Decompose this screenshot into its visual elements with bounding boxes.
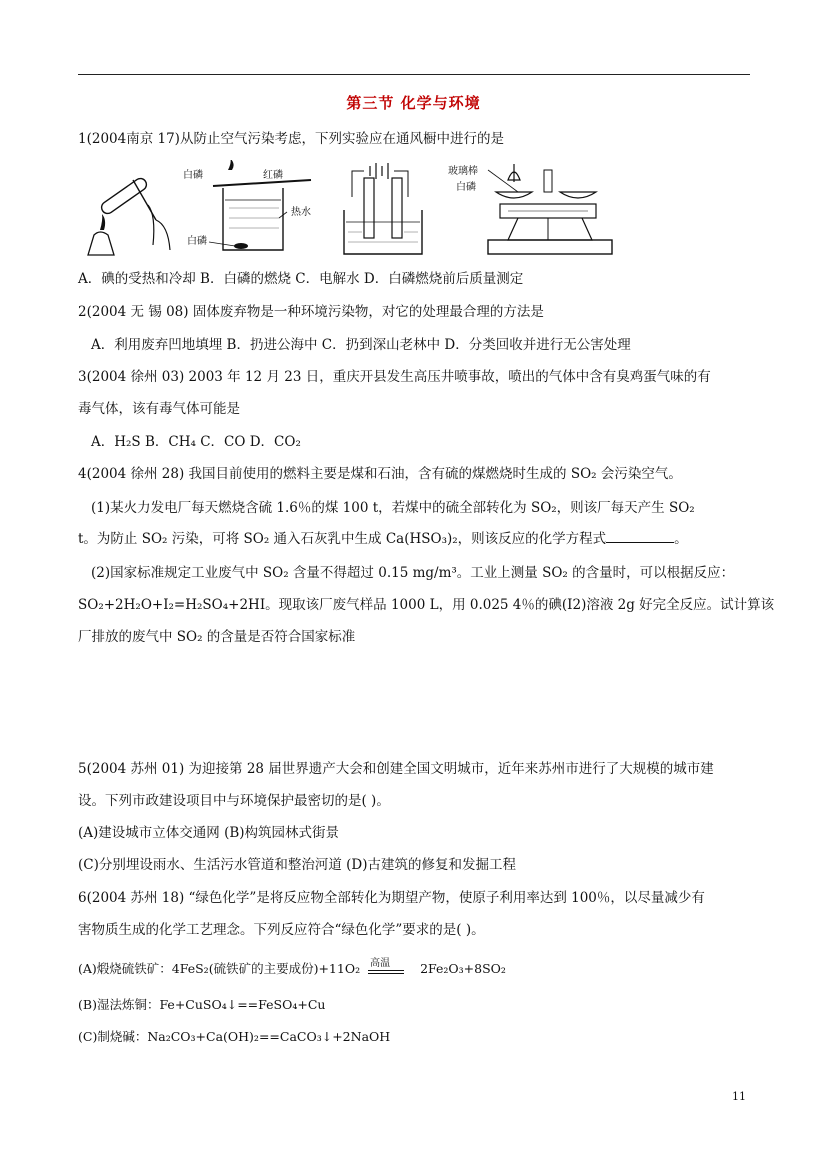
q5-options-cd: (C)分别埋设雨水、生活污水管道和整治河道 (D)古建筑的修复和发掘工程: [78, 857, 517, 873]
label-red-phosphorus: 红磷: [263, 170, 283, 181]
q6-option-b: (B)湿法炼铜：Fe+CuSO₄↓==FeSO₄+Cu: [78, 997, 326, 1012]
label-glass-rod: 玻璃棒: [448, 166, 478, 177]
condition-text: 高温: [370, 957, 391, 969]
condition-bar-top: [368, 970, 404, 971]
q2-options: A．利用废弃凹地填埋 B．扔进公海中 C．扔到深山老林中 D．分类回收并进行无公害处理: [91, 337, 631, 353]
q3-stem-line1: 3(2004 徐州 03) 2003 年 12 月 23 日，重庆开县发生高压井喷事故，喷出的气体中含有臭鸡蛋气味的有: [78, 369, 711, 385]
q3-stem-line2: 毒气体，该有毒气体可能是: [78, 401, 240, 417]
header-rule: [78, 74, 750, 75]
label-white-phosphorus-d: 白磷: [456, 182, 476, 193]
q3-options: A．H₂S B．CH₄ C．CO D．CO₂: [91, 434, 301, 450]
q2-stem: 2(2004 无 锡 08) 固体废弃物是一种环境污染物，对它的处理最合理的方法是: [78, 304, 544, 320]
label-hot-water: 热水: [291, 207, 311, 218]
q4-part2-line3: 厂排放的废气中 SO₂ 的含量是否符合国家标准: [78, 629, 356, 645]
q5-stem-line2: 设。下列市政建设项目中与环境保护最密切的是( )。: [78, 793, 390, 809]
figure-a-iodine-heating: [78, 160, 178, 260]
figure-d-balance: [448, 160, 618, 260]
q5-options-ab: (A)建设城市立体交通网 (B)构筑园林式街景: [78, 825, 340, 841]
condition-bar-bottom: [368, 973, 404, 974]
label-white-phosphorus-bottom: 白磷: [187, 236, 207, 247]
figure-b-phosphorus-burning: [183, 160, 323, 260]
q4-part1-line2-text: t。为防止 SO₂ 污染，可将 SO₂ 通入石灰乳中生成 Ca(HSO₃)₂，则该反应的化学方程式: [78, 531, 607, 547]
q1-options: A．碘的受热和冷却 B．白磷的燃烧 C．电解水 D．白磷燃烧前后质量测定: [78, 271, 524, 287]
q1-stem: 1(2004南京 17)从防止空气污染考虑，下列实验应在通风橱中进行的是: [78, 131, 504, 147]
q6-option-a-left: (A)煅烧硫铁矿：4FeS₂(硫铁矿的主要成份)+11O₂: [78, 961, 361, 976]
q4-part1-line1: (1)某火力发电厂每天燃烧含硫 1.6％的煤 100 t，若煤中的硫全部转化为 SO₂，则该厂每天产生 SO₂: [91, 500, 695, 516]
q4-part2-line1: (2)国家标准规定工业废气中 SO₂ 含量不得超过 0.15 mg/m³。工业上测量 SO₂ 的含量时，可以根据反应：: [91, 565, 735, 581]
page-number: 11: [732, 1090, 746, 1103]
answer-blank[interactable]: [606, 530, 674, 543]
q6-stem-line2: 害物质生成的化学工艺理念。下列反应符合“绿色化学”要求的是( )。: [78, 922, 485, 938]
q6-option-c: (C)制烧碱：Na₂CO₃+Ca(OH)₂==CaCO₃↓+2NaOH: [78, 1029, 391, 1044]
reaction-condition: [368, 957, 404, 979]
q5-stem-line1: 5(2004 苏州 01) 为迎接第 28 届世界遗产大会和创建全国文明城市，近年来苏州市进行了大规模的城市建: [78, 761, 714, 777]
q6-option-a-right: 2Fe₂O₃+8SO₂: [420, 961, 506, 976]
q4-stem: 4(2004 徐州 28) 我国目前使用的燃料主要是煤和石油，含有硫的煤燃烧时生成的 SO₂ 会污染空气。: [78, 466, 682, 482]
q6-stem-line1: 6(2004 苏州 18) “绿色化学”是将反应物全部转化为期望产物，使原子利用率达到 100％，以尽量减少有: [78, 890, 705, 906]
q4-part1-line2-end: 。: [674, 531, 688, 547]
label-white-phosphorus-top: 白磷: [183, 170, 203, 181]
q1-figures: [78, 160, 638, 260]
section-title: 第三节 化学与环境: [346, 94, 481, 112]
q4-part2-line2: SO₂+2H₂O+I₂=H₂SO₄+2HI。现取该厂废气样品 1000 L，用 0.025 4％的碘(I2)溶液 2g 好完全反应。试计算该: [78, 597, 775, 613]
q4-part1-line2: [78, 530, 688, 548]
q6-option-a: [78, 957, 506, 979]
figure-c-electrolysis: [340, 160, 430, 260]
